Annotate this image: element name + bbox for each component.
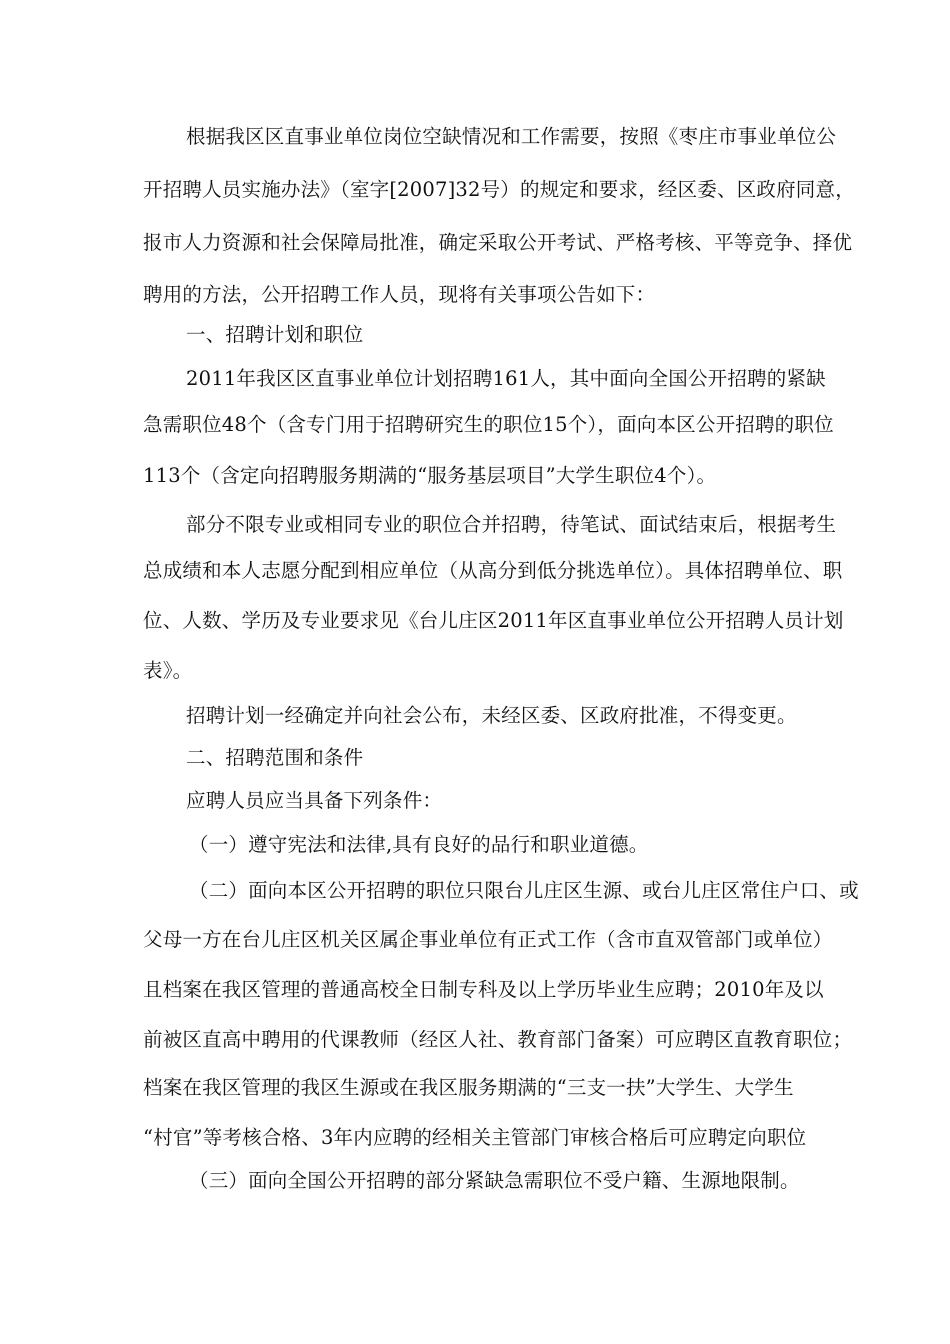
condition-3: （三）面向全国公开招聘的部分紧缺急需职位不受户籍、生源地限制。 — [189, 1169, 800, 1192]
section-heading-1: 一、招聘计划和职位 — [186, 323, 364, 346]
conditions-intro: 应聘人员应当具备下列条件： — [186, 789, 443, 812]
plan-line-3: 113个（含定向招聘服务期满的“服务基层项目”大学生职位4个）。 — [143, 464, 717, 487]
section-heading-2: 二、招聘范围和条件 — [186, 746, 364, 769]
intro-line-3: 报市人力资源和社会保障局批准，确定采取公开考试、严格考核、平等竞争、择优 — [143, 231, 853, 254]
assign-line-4: 表》。 — [143, 659, 193, 682]
intro-line-2: 开招聘人员实施办法》（室字[2007]32号）的规定和要求，经区委、区政府同意， — [143, 178, 855, 201]
change-line: 招聘计划一经确定并向社会公布，未经区委、区政府批准，不得变更。 — [186, 704, 797, 727]
condition-2-line-5: 档案在我区管理的我区生源或在我区服务期满的“三支一扶”大学生、大学生 — [143, 1076, 794, 1099]
assign-line-1: 部分不限专业或相同专业的职位合并招聘，待笔试、面试结束后，根据考生 — [186, 513, 837, 536]
condition-2-line-2: 父母一方在台儿庄区机关区属企事业单位有正式工作（含市直双管部门或单位） — [143, 928, 833, 951]
plan-line-1: 2011年我区区直事业单位计划招聘161人，其中面向全国公开招聘的紧缺 — [186, 367, 826, 390]
condition-2-line-3: 且档案在我区管理的普通高校全日制专科及以上学历毕业生应聘；2010年及以 — [143, 978, 824, 1001]
intro-line-1: 根据我区区直事业单位岗位空缺情况和工作需要，按照《枣庄市事业单位公 — [186, 125, 837, 148]
condition-2-line-1: （二）面向本区公开招聘的职位只限台儿庄区生源、或台儿庄区常住户口、或 — [189, 879, 859, 902]
assign-line-2: 总成绩和本人志愿分配到相应单位（从高分到低分挑选单位）。具体招聘单位、职 — [143, 559, 843, 582]
condition-1: （一）遵守宪法和法律,具有良好的品行和职业道德。 — [189, 833, 649, 856]
condition-2-line-4: 前被区直高中聘用的代课教师（经区人社、教育部门备案）可应聘区直教育职位； — [143, 1028, 853, 1051]
plan-line-2: 急需职位48个（含专门用于招聘研究生的职位15个），面向本区公开招聘的职位 — [143, 413, 834, 436]
condition-2-line-6: “村官”等考核合格、3年内应聘的经相关主管部门审核合格后可应聘定向职位 — [143, 1126, 807, 1149]
intro-line-4: 聘用的方法，公开招聘工作人员，现将有关事项公告如下： — [143, 283, 656, 306]
assign-line-3: 位、人数、学历及专业要求见《台儿庄区2011年区直事业单位公开招聘人员计划 — [143, 609, 844, 632]
